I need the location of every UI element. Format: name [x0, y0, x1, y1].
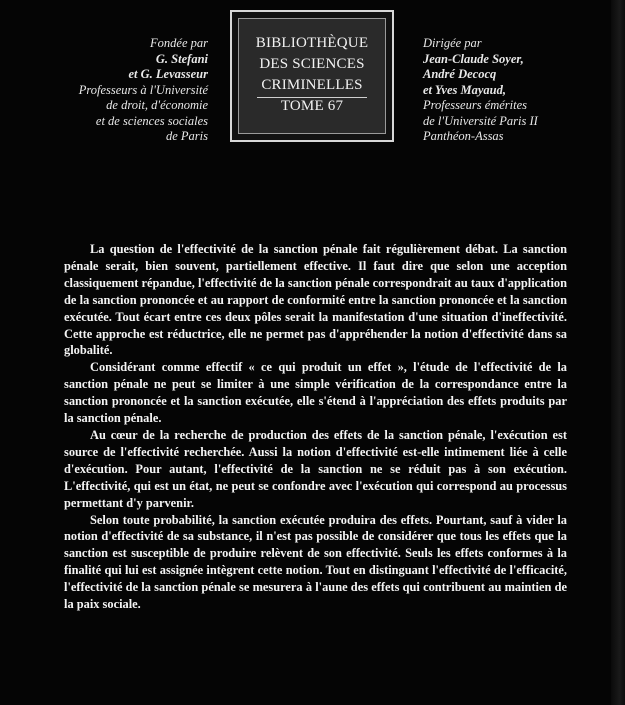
summary-paragraph-4: Selon toute probabilité, la sanction exécutée produira des effets. Pourtant, sauf à vider la notion d'effectivité de sa substance, il n'est pas possible de considérer que tous les effets que la sanction est susceptible de produire relèvent de son effectivité. Seuls les effets conformes à la finalité qui lui est assignée intègrent cette notion. Tout en distinguant l'effectivité de l'efficacité, l'effectivité de la sanction pénale se mesurera à l'aune des effets qui contribuent au maintien de la paix sociale.: [64, 512, 567, 612]
director-name-2: André Decocq: [423, 67, 497, 81]
summary-paragraph-2: Considérant comme effectif « ce qui produit un effet », l'étude de l'effectivité de la sanction pénale ne peut se limiter à une simple vérification de la correspondance entre la sanction prononcée et la sanction exécutée, elle s'étend à l'appréciation des effets produits par la sanction pénale.: [64, 360, 567, 426]
summary-paragraph-3: Au cœur de la recherche de production des effets de la sanction pénale, l'exécution est source de l'effectivité recherchée. Aussi la notion d'effectivité est-elle intimement liée à celle d'exécution. Pour autant, l'effectivité de la sanction ne se réduit pas à son exécution. L'effectivité, qui est un état, ne peut se confondre avec l'exécution qui correspond au processus permettant d'y parvenir.: [64, 427, 567, 510]
directors-affiliation-2: de l'Université Paris II: [423, 113, 538, 128]
founders-intro: Fondée par: [150, 36, 208, 50]
series-title-box: [230, 10, 394, 142]
series-divider: [257, 97, 367, 98]
directors-block: [423, 36, 613, 145]
founder-name-1: G. Stefani: [155, 51, 208, 66]
director-name-3: et Yves Mayaud,: [423, 82, 506, 97]
founders-affiliation-3: et de sciences sociales: [95, 113, 208, 128]
directors-affiliation-3: Panthéon-Assas: [423, 129, 504, 143]
founders-affiliation-1: Professeurs à l'Université: [78, 82, 208, 97]
founders-affiliation-2: de droit, d'économie: [106, 98, 208, 112]
series-title-line-2: DES SCIENCES: [259, 56, 365, 72]
series-title-line-1: BIBLIOTHÈQUE: [255, 35, 369, 51]
summary-text: [64, 241, 567, 613]
series-title-panel: [238, 18, 386, 134]
directors-affiliation-1: Professeurs émérites: [423, 98, 528, 112]
founders-affiliation-4: de Paris: [165, 129, 208, 143]
summary-paragraph-1: La question de l'effectivité de la sanction pénale fait régulièrement débat. La sanction pénale serait, bien souvent, partiellement effective. Il faut dire que selon une acception classiquement répandue, l'effectivité de la sanction pénale correspondrait au taux d'application de la sanction prononcée et au rapport de conformité entre la sanction prononcée et la sanction exécutée. Tout écart entre ces deux pôles serait la manifestation d'une situation d'ineffectivité. Cette approche est réductrice, elle ne permet pas d'appréhender la notion d'effectivité dans sa globalité.: [64, 242, 567, 358]
series-volume: TOME 67: [280, 98, 344, 114]
founders-block: [40, 36, 208, 145]
scan-edge: [611, 0, 625, 705]
directors-intro: Dirigée par: [423, 36, 482, 50]
director-name-1: Jean-Claude Soyer,: [423, 51, 524, 66]
series-title-line-3: CRIMINELLES: [261, 77, 363, 93]
founder-name-2: et G. Levasseur: [128, 67, 208, 81]
